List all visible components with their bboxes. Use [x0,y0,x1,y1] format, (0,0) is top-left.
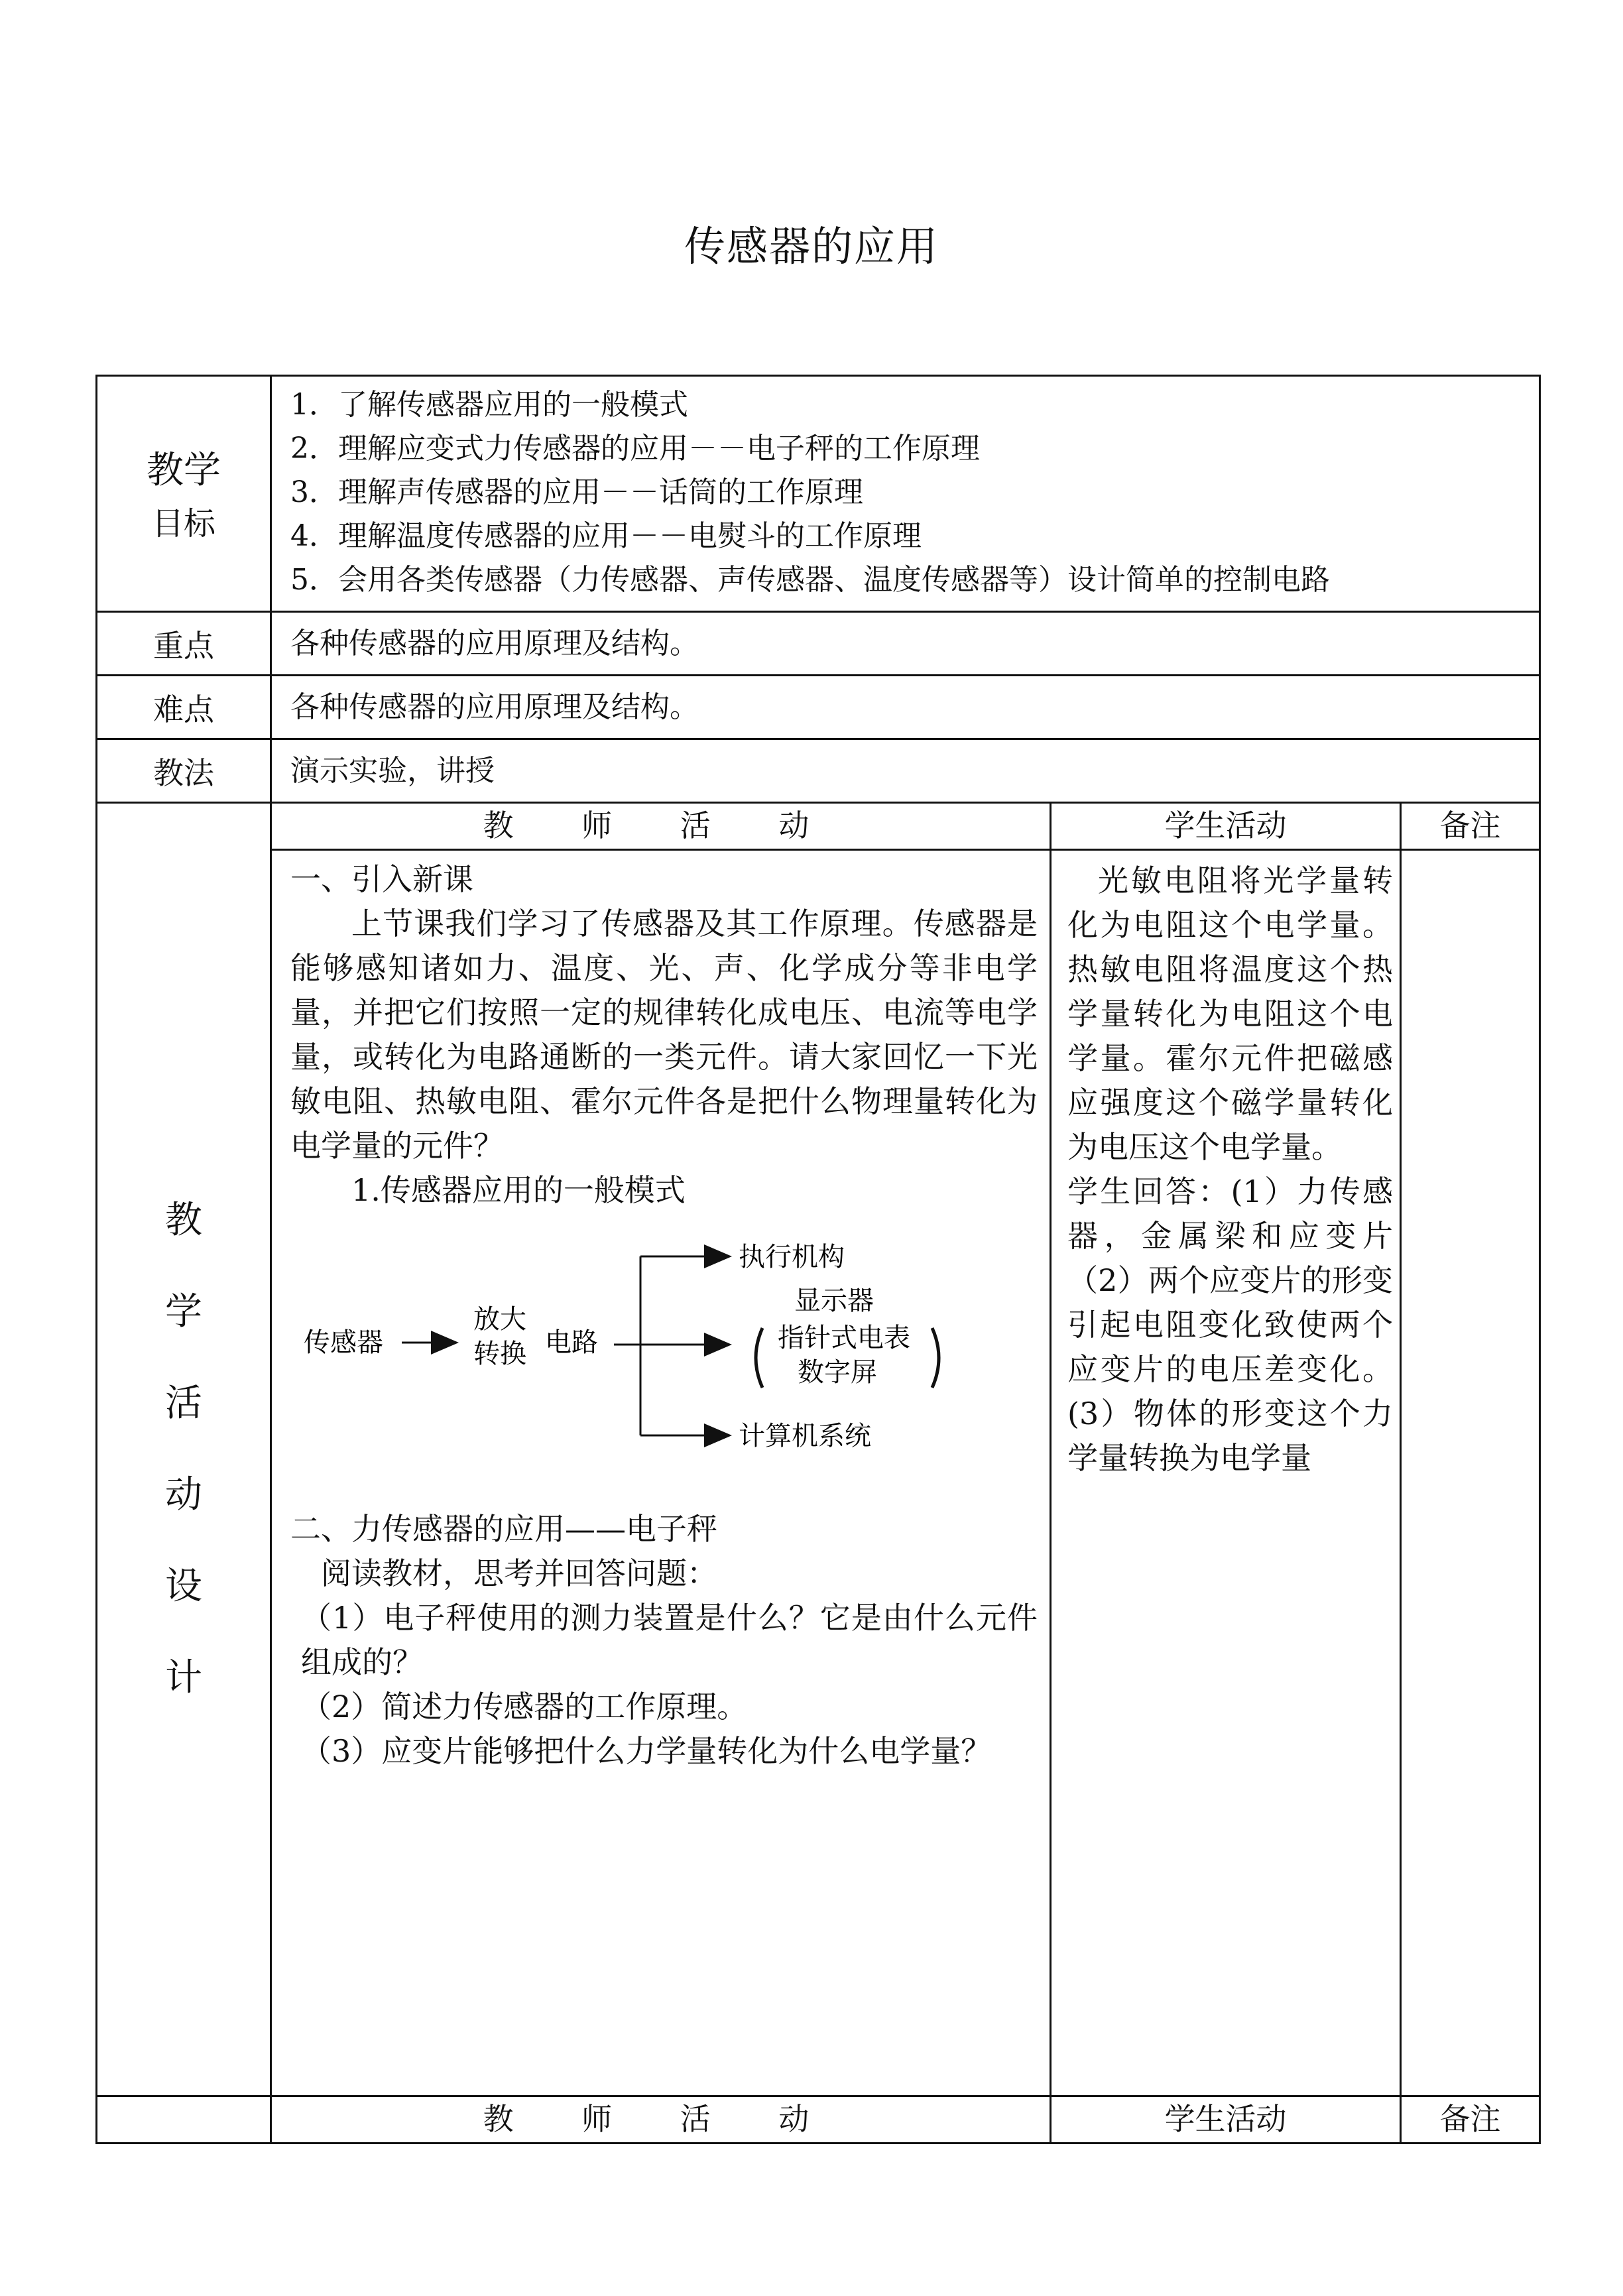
diagram-amp-line1: 放大 [473,1304,526,1335]
objective-item: 1．了解传感器应用的一般模式 [290,388,688,422]
method-label: 教法 [97,739,271,803]
diagram-sensor-label: 传感器 [304,1327,383,1358]
difficulty-row [97,676,1540,739]
key-point-text: 各种传感器的应用原理及结构。 [271,612,1540,676]
reading-instruction: 阅读教材，思考并回答问题： [321,1555,717,1591]
diagram-circuit-label: 电路 [545,1327,598,1358]
objective-item: 4．理解温度传感器的应用－－电熨斗的工作原理 [290,519,922,553]
student-answer-1: 光敏电阻将光学量转化为电阻这个电学量。热敏电阻将温度这个热学量转化为电阻这个电学量。霍尔元件把磁感应强度这个磁学量转化为电压这个电学量。 [1067,863,1393,1165]
activity-side-label: 教 学 活 动 设 计 [97,803,271,2096]
objectives-row [97,376,1540,612]
objective-item: 2．理解应变式力传感器的应用－－电子秤的工作原理 [290,432,980,465]
objective-item: 5．会用各类传感器（力传感器、声传感器、温度传感器等）设计简单的控制电路 [290,563,1330,597]
diagram-left-bracket [756,1328,762,1388]
intro-paragraph: 上节课我们学习了传感器及其工作原理。传感器是能够感知诸如力、温度、光、声、化学成分等非电学量，并把它们按照一定的规律转化成电压、电流等电学量，或转化为电路通断的一类元件。请大家回忆一下光敏电阻、热敏电阻、霍尔元件各是把什么物理量转化为电学量的元件？ [290,906,1038,1164]
note-header-repeat: 备注 [1401,2096,1540,2144]
diagram-computer-label: 计算机系统 [739,1421,871,1451]
activity-body-row [97,850,1540,2096]
teacher-activity-cell [271,850,1051,2096]
question-1: （1）电子秤使用的测力装置是什么？它是由什么元件组成的？ [301,1600,1038,1680]
student-activity-cell [1051,850,1401,2096]
question-3: （3）应变片能够把什么力学量转化为什么电学量？ [301,1733,992,1769]
diagram-display-title: 显示器 [794,1286,874,1316]
diagram-right-bracket [932,1328,939,1388]
method-text: 演示实验，讲授 [271,739,1540,803]
sensor-application-diagram [290,1222,1040,1461]
lesson-plan-table [95,375,1541,2144]
difficulty-label: 难点 [97,676,271,739]
note-header: 备注 [1401,803,1540,850]
note-cell [1401,850,1540,2096]
teacher-activity-header: 教 师 活 动 [271,803,1051,850]
footer-empty-cell [97,2096,271,2144]
student-answer-2: 学生回答：(1）力传感器，金属梁和应变片（2）两个应变片的形变引起电阻变化致使两个应变片的电压差变化。(3）物体的形变这个力学量转换为电学量 [1067,1174,1393,1476]
section-heading: 一、引入新课 [290,861,473,897]
teacher-activity-header-repeat: 教 师 活 动 [271,2096,1051,2144]
key-point-row [97,612,1540,676]
objective-item: 3．理解声传感器的应用－－话筒的工作原理 [290,475,863,509]
activity-header-row [97,803,1540,850]
question-2: （2）简述力传感器的工作原理。 [301,1689,748,1724]
objectives-label: 教学 目标 [97,376,271,612]
diagram-actuator-label: 执行机构 [739,1242,845,1272]
page-title: 传感器的应用 [684,222,939,271]
objectives-list [271,376,1540,612]
diagram-display-line2: 数字屏 [798,1357,877,1388]
section-heading: 二、力传感器的应用——电子秤 [290,1511,717,1547]
difficulty-text: 各种传感器的应用原理及结构。 [271,676,1540,739]
activity-footer-header-row [97,2096,1540,2144]
student-activity-header: 学生活动 [1051,803,1401,850]
student-activity-header-repeat: 学生活动 [1051,2096,1401,2144]
diagram-display-line1: 指针式电表 [778,1323,910,1353]
subheading: 1.传感器应用的一般模式 [351,1172,686,1208]
diagram-amp-line2: 转换 [473,1339,526,1369]
key-point-label: 重点 [97,612,271,676]
method-row [97,739,1540,803]
